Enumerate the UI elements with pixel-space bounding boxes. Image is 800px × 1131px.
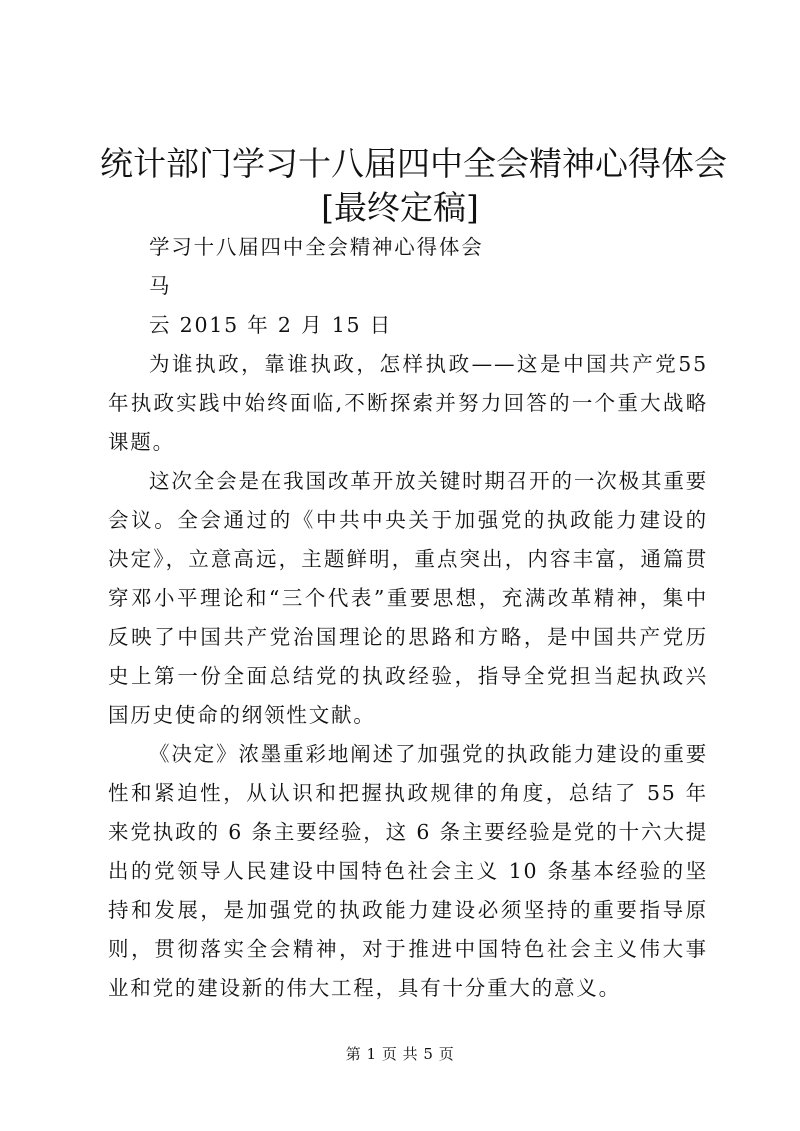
subtitle: 学习十八届四中全会精神心得体会 bbox=[149, 235, 484, 259]
document-body bbox=[108, 228, 708, 1008]
author-date: 云 2015 年 2 月 15 日 bbox=[149, 313, 392, 337]
paragraph-3: 《决定》浓墨重彩地阐述了加强党的执政能力建设的重要性和紧迫性，从认识和把握执政规律的角度，总结了 55 年来党执政的 6 条主要经验，这 6 条主要经验是党的十六大提出的党领导人民建设中国特色社会主义 10 条基本经验的坚持和发展，是加强党的执政能力建设必须坚持的重要指导原则，贯彻落实全会精神，对于推进中国特色社会主义伟大事业和党的建设新的伟大工程，具有十分重大的意义。 bbox=[108, 742, 708, 1000]
paragraph-2: 这次全会是在我国改革开放关键时期召开的一次极其重要会议。全会通过的《中共中央关于加强党的执政能力建设的决定》，立意高远，主题鲜明，重点突出，内容丰富，通篇贯穿邓小平理论和“三个代表”重要思想，充满改革精神，集中反映了中国共产党治国理论的思路和方略，是中国共产党历史上第一份全面总结党的执政经验，指导全党担当起执政兴国历史使命的纲领性文献。 bbox=[108, 469, 708, 727]
title-line-1: 统计部门学习十八届四中全会精神心得体会 bbox=[100, 144, 727, 183]
page-footer: 第 1 页 共 5 页 bbox=[345, 1045, 455, 1063]
title-line-2: [最终定稿] bbox=[321, 188, 479, 227]
author-name: 马 bbox=[149, 274, 172, 298]
paragraph-1: 为谁执政，靠谁执政，怎样执政——这是中国共产党55 年执政实践中始终面临,不断探索并努力回答的一个重大战略课题。 bbox=[108, 352, 708, 454]
document-title bbox=[100, 142, 727, 230]
